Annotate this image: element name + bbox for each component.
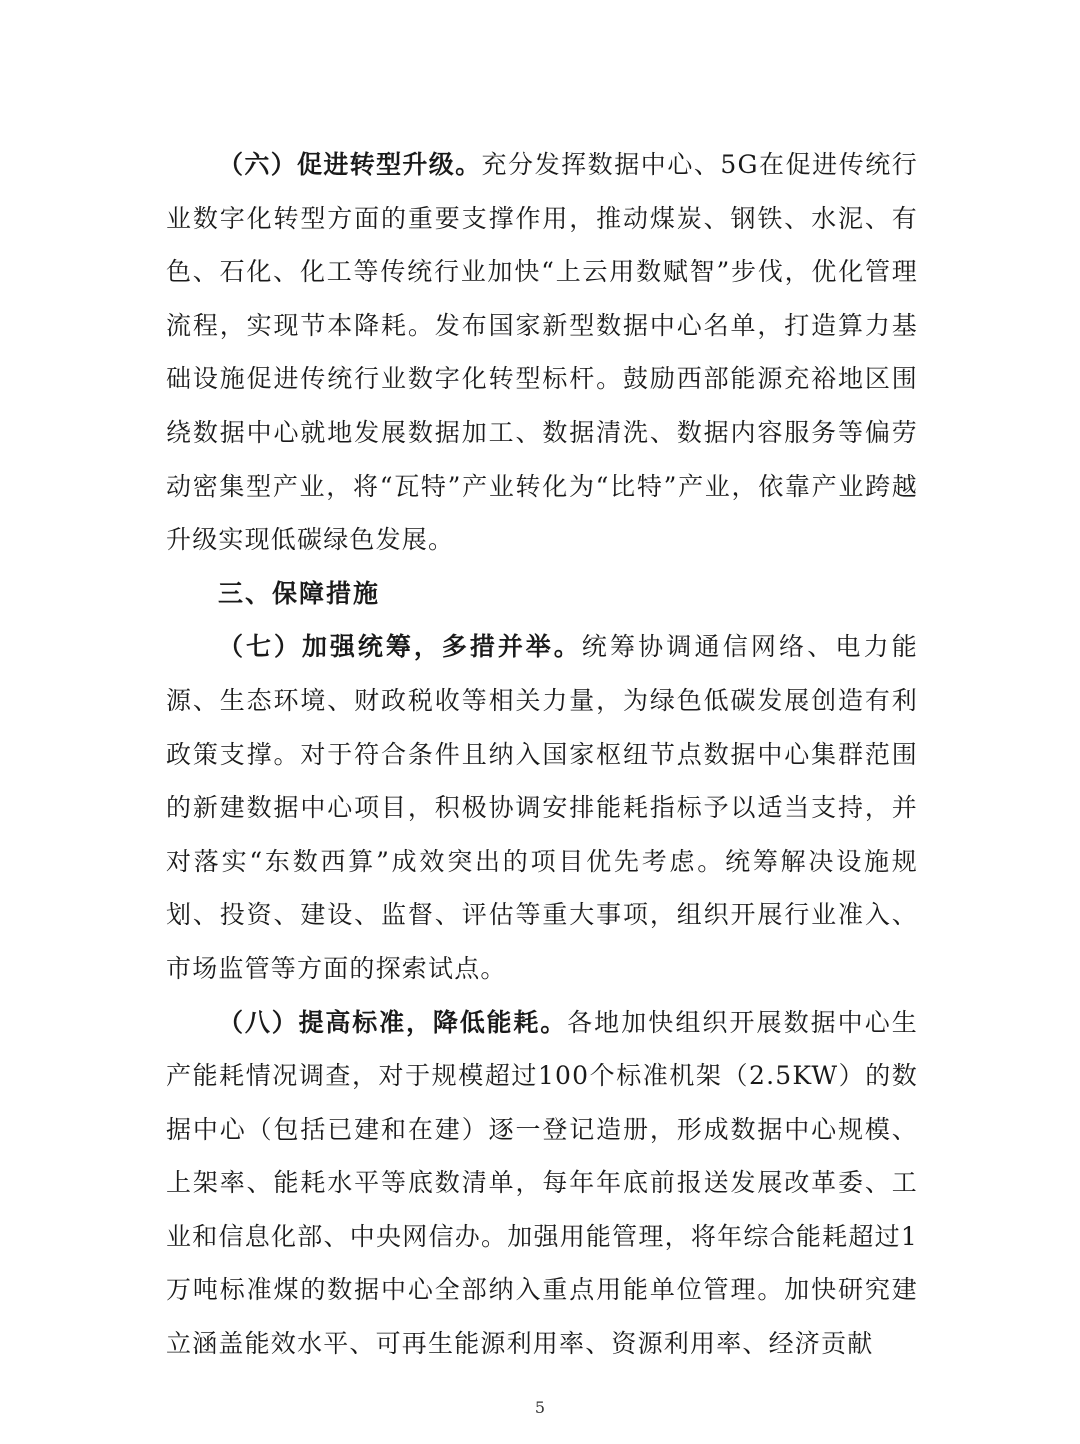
section-heading: 三、保障措施	[218, 578, 381, 608]
paragraph-coordination	[166, 620, 918, 995]
paragraph-promote-transformation	[166, 138, 918, 567]
paragraph-standards	[166, 996, 918, 1371]
paragraph-heading: （八）提高标准，降低能耗。	[218, 1007, 568, 1037]
paragraph-heading: （六）促进转型升级。	[218, 150, 482, 179]
paragraph-text: 各地加快组织开展数据中心生产能耗情况调查，对于规模超过100个标准机架（2.5KW）的数据中心（包括已建和在建）逐一登记造册，形成数据中心规模、上架率、能耗水平等底数清单，每年年底前报送发展改革委、工业和信息化部、中央网信办。加强用能管理，将年综合能耗超过1万吨标准煤的数据中心全部纳入重点用能单位管理。加快研究建立涵盖能效水平、可再生能源利用率、资源利用率、经济贡献	[166, 1007, 918, 1359]
paragraph-text: 统筹协调通信网络、电力能源、生态环境、财政税收等相关力量，为绿色低碳发展创造有利政策支撑。对于符合条件且纳入国家枢纽节点数据中心集群范围的新建数据中心项目，积极协调安排能耗指标予以适当支持，并对落实“东数西算”成效突出的项目优先考虑。统筹解决设施规划、投资、建设、监督、评估等重大事项，组织开展行业准入、市场监管等方面的探索试点。	[166, 632, 918, 983]
paragraph-heading: （七）加强统筹，多措并举。	[218, 632, 582, 662]
page-number: 5	[534, 1398, 546, 1417]
paragraph-text: 充分发挥数据中心、5G在促进传统行业数字化转型方面的重要支撑作用，推动煤炭、钢铁、水泥、有色、石化、化工等传统行业加快“上云用数赋智”步伐，优化管理流程，实现节本降耗。发布国家新型数据中心名单，打造算力基础设施促进传统行业数字化转型标杆。鼓励西部能源充裕地区围绕数据中心就地发展数据加工、数据清洗、数据内容服务等偏劳动密集型产业，将“瓦特”产业转化为“比特”产业，依靠产业跨越升级实现低碳绿色发展。	[166, 150, 918, 555]
document-body	[166, 138, 918, 1371]
